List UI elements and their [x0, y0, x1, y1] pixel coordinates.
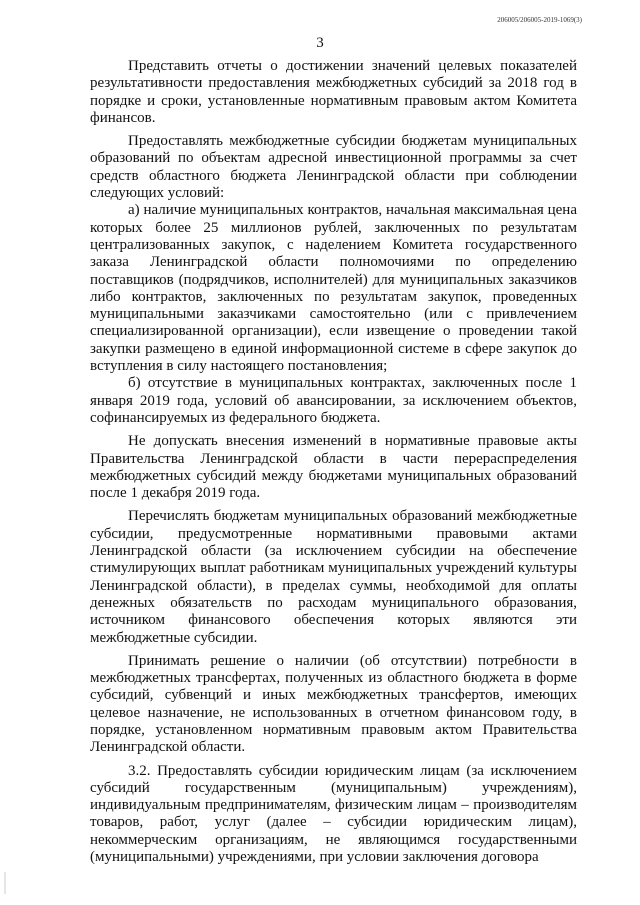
paragraph-no-changes: Не допускать внесения изменений в нормативные правовые акты Правительства Ленинградской области в части перераспределения межбюджетных субсидий между бюджетами муниципальных образований после 1 декабря 2019 года.: [90, 433, 577, 502]
paragraph-condition-a: а) наличие муниципальных контрактов, начальная максимальная цена которых более 25 миллионов рублей, заключенных по результатам централизованных закупок, с наделением Комитета государственного заказа Ленинградской области полномочиями по определению поставщиков (подрядчиков, исполнителей) для муниципальных заказчиков либо контрактов, заключенных по результатам закупок, проведенных муниципальными заказчиками самостоятельно (или с привлечением специализированной организации), если извещение о проведении такой закупки размещено в единой информационной системе в сфере закупок до вступления в силу настоящего постановления;: [90, 202, 577, 375]
document-id: 206005/206005-2019-1069(3): [497, 16, 582, 24]
paragraph-3-2: 3.2. Предоставлять субсидии юридическим лицам (за исключением субсидий государственным (муниципальным) учреждениям), индивидуальным предпринимателям, физическим лицам – производителям товаров, работ, услуг (далее – субсидии юридическим лицам), некоммерческим организациям, не являющимся государственными (муниципальными) учреждениями, при условии заключения договора: [90, 762, 577, 866]
paragraph-transfer: Перечислять бюджетам муниципальных образований межбюджетные субсидии, предусмотренные нормативными правовыми актами Ленинградской области (за исключением субсидии на обеспечение стимулирующих выплат работникам муниципальных учреждений культуры Ленинградской области), в пределах суммы, необходимой для оплаты денежных обязательств по расходам муниципального образования, источником финансового обеспечения которых являются эти межбюджетные субсидии.: [90, 508, 577, 646]
paragraph-decision: Принимать решение о наличии (об отсутствии) потребности в межбюджетных трансфертах, полученных из областного бюджета в форме субсидий, субвенций и иных межбюджетных трансфертов, имеющих целевое назначение, не использованных в отчетном финансовом году, в порядке, установленном нормативным правовым актом Правительства Ленинградской области.: [90, 652, 577, 756]
document-body: [90, 58, 577, 866]
paragraph-subsidies-conditions: Предоставлять межбюджетные субсидии бюджетам муниципальных образований по объектам адресной инвестиционной программы за счет средств областного бюджета Ленинградской области при соблюдении следующих условий:: [90, 133, 577, 202]
page-number: 3: [316, 35, 324, 51]
paragraph-reports: Представить отчеты о достижении значений целевых показателей результативности предоставления межбюджетных субсидий за 2018 год в порядке и сроки, установленные нормативным правовым актом Комитета финансов.: [90, 58, 577, 126]
scan-edge-mark: [4, 872, 6, 894]
paragraph-condition-b: б) отсутствие в муниципальных контрактах, заключенных после 1 января 2019 года, условий об авансировании, за исключением объектов, софинансируемых из федерального бюджета.: [90, 375, 577, 426]
